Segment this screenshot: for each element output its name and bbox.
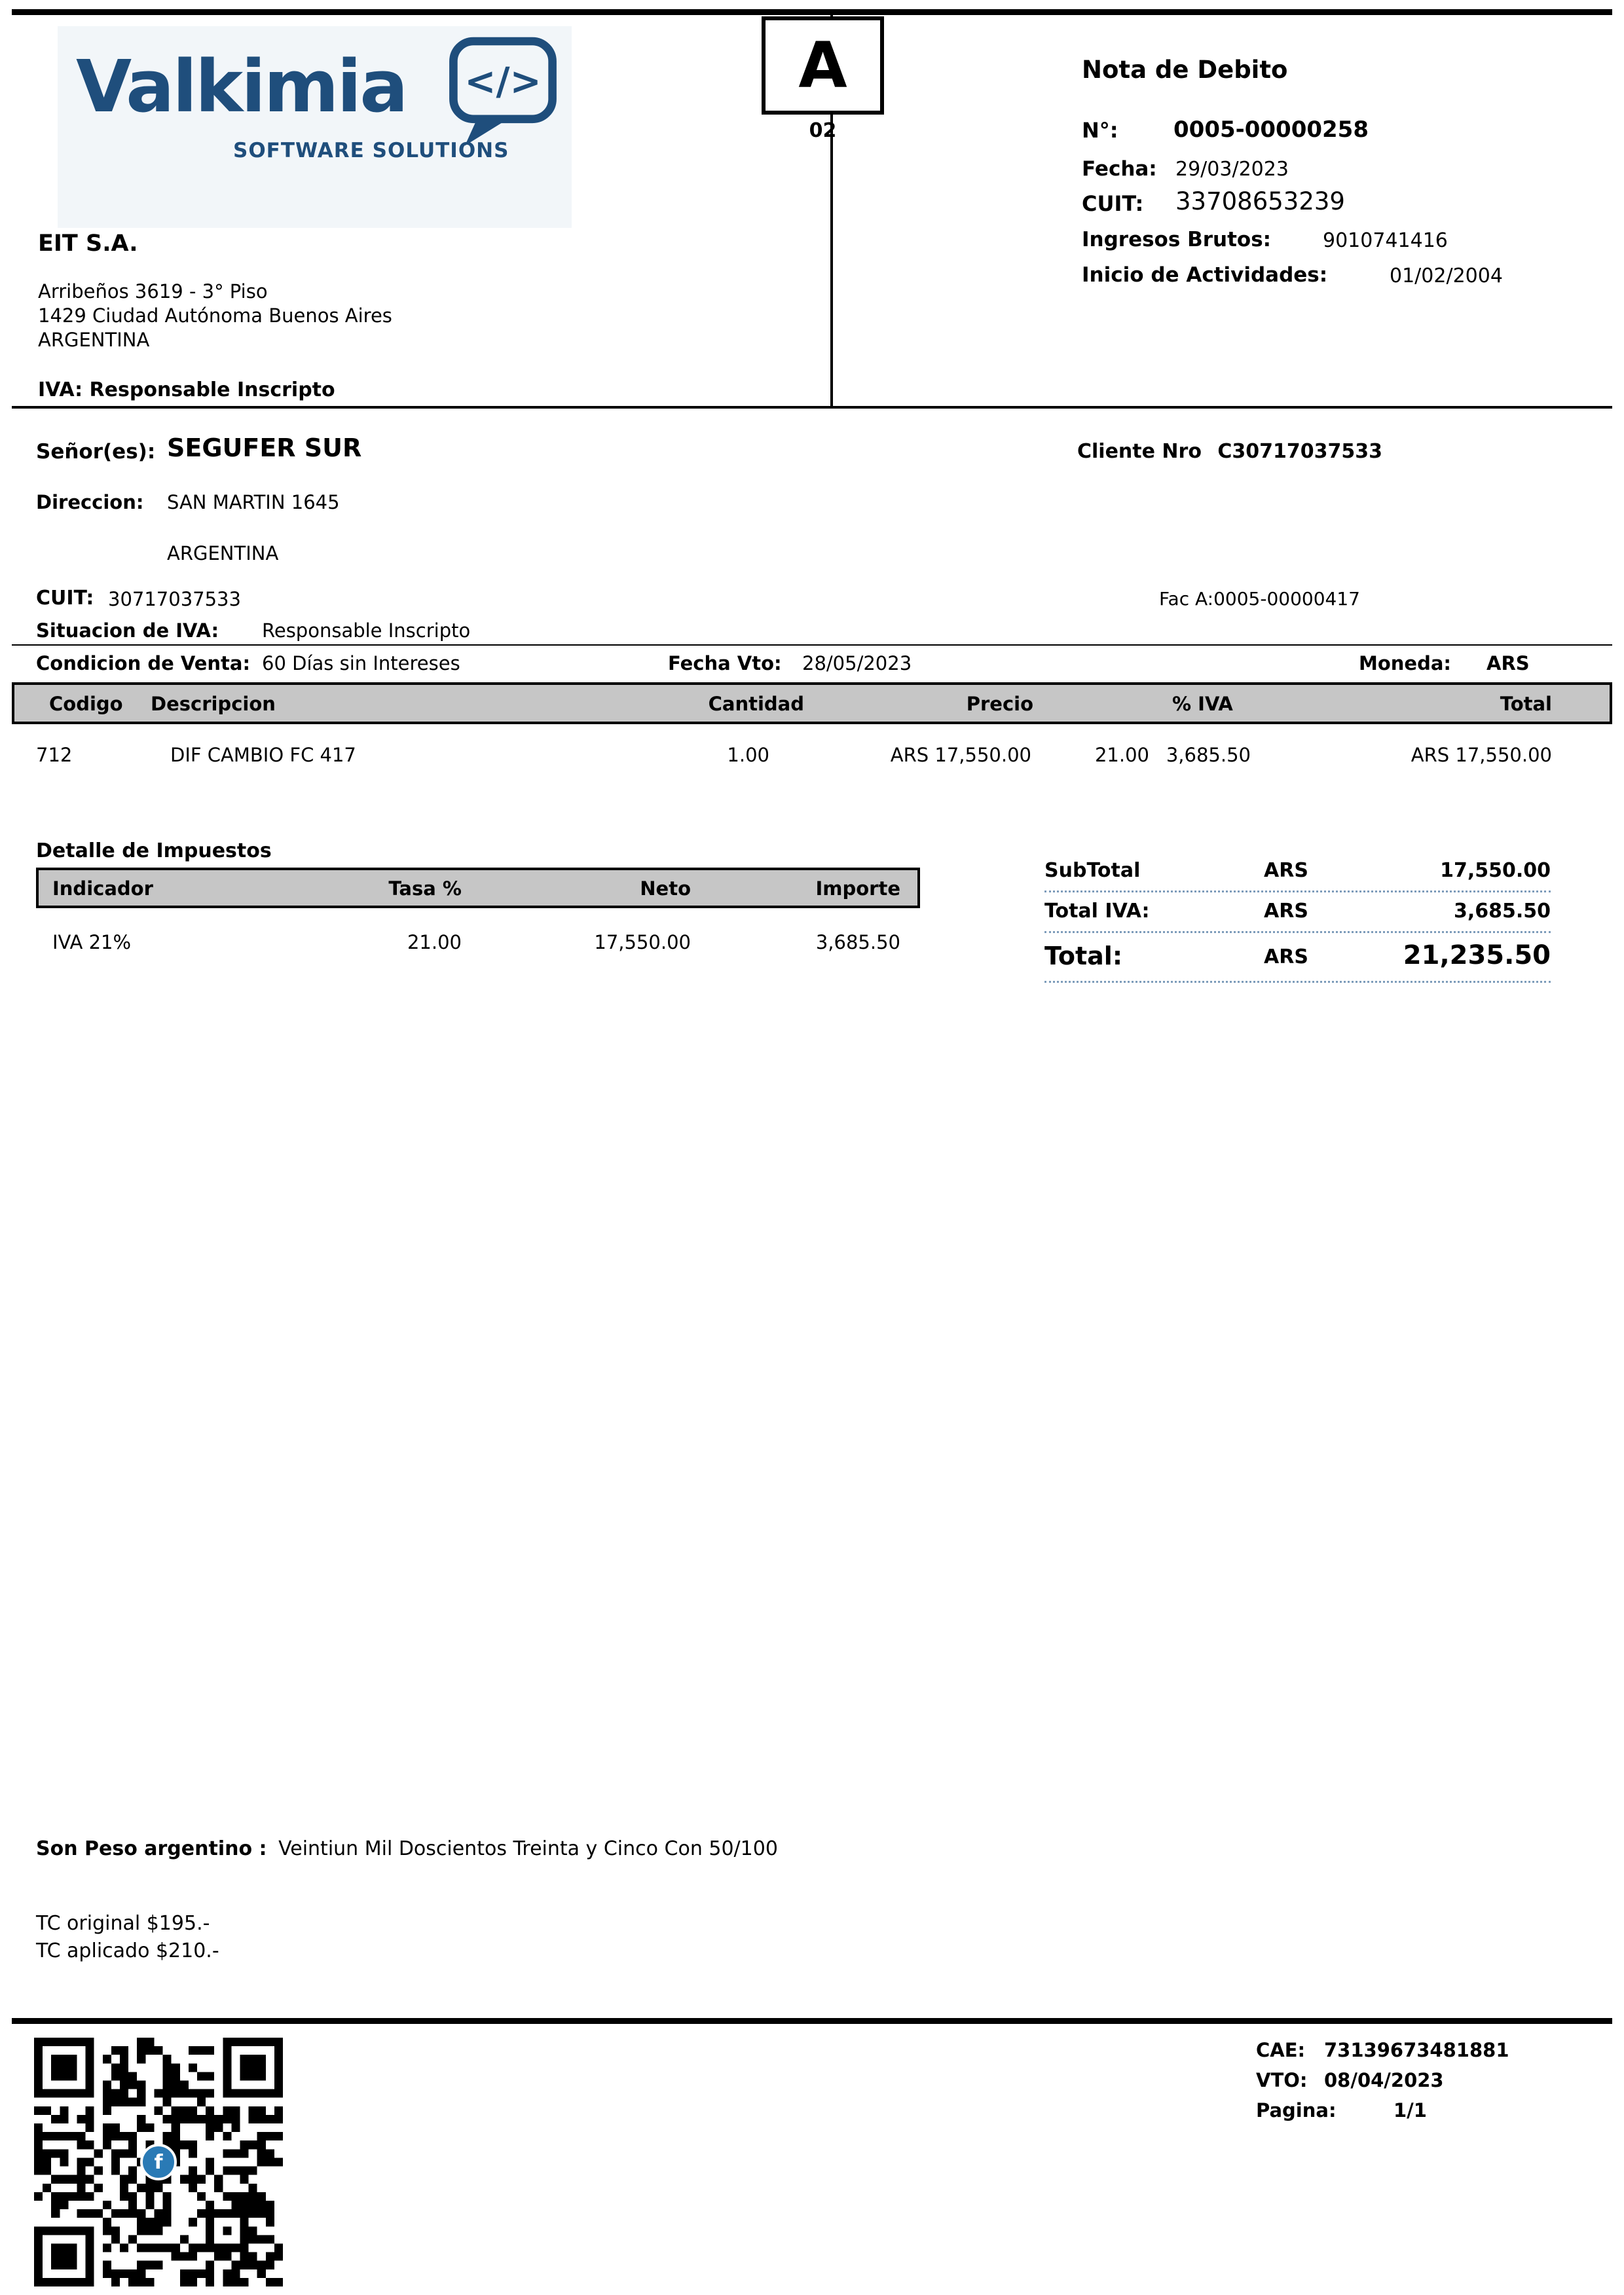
item-cantidad: 1.00 [727,744,769,766]
client-country: ARGENTINA [167,542,279,564]
item-iva-importe: 3,685.50 [1166,744,1251,766]
doc-type-letter-box [762,16,884,115]
amount-in-words-value: Veintiun Mil Doscientos Treinta y Cinco Con 50/100 [278,1837,778,1860]
company-logo [58,26,572,228]
items-table-header [12,682,1612,724]
footer-border-line [12,2018,1612,2024]
pagina-label: Pagina: [1256,2099,1337,2121]
client-cuit-value: 30717037533 [108,588,241,610]
tax-header-importe: Importe [815,877,900,900]
doc-type-code: 02 [809,119,837,142]
issuer-iva-condition: IVA: Responsable Inscripto [38,378,335,401]
invoice-reference: Fac A:0005-00000417 [1159,588,1360,610]
items-header-cantidad: Cantidad [708,693,804,715]
vto-label: VTO: [1256,2069,1308,2091]
tax-header-tasa: Tasa % [388,877,462,900]
item-total: ARS 17,550.00 [1411,744,1552,766]
total-label: Total: [1044,942,1123,970]
item-descripcion: DIF CAMBIO FC 417 [170,744,356,766]
svg-text:</>: </> [464,60,542,103]
client-number-value: C30717037533 [1217,440,1383,463]
doc-number-value: 0005-00000258 [1173,117,1369,143]
qr-center-logo-icon: f [140,2144,177,2180]
client-number [1077,440,1382,463]
subtotal-currency: ARS [1264,859,1308,882]
currency-value: ARS [1486,652,1530,674]
tc-original-note: TC original $195.- [36,1912,210,1935]
brand-subtitle: SOFTWARE SOLUTIONS [233,139,509,162]
issuer-address-line1: Arribeños 3619 - 3° Piso [38,280,268,303]
code-bubble-icon [444,34,562,149]
total-iva-value: 3,685.50 [1453,900,1551,923]
pagina-value: 1/1 [1393,2099,1427,2121]
qr-code-container [34,2038,283,2286]
tax-tasa: 21.00 [407,931,462,953]
tax-header-indicador: Indicador [52,877,153,900]
total-value: 21,235.50 [1403,940,1551,970]
due-date-label: Fecha Vto: [668,652,782,674]
document-title: Nota de Debito [1082,56,1288,84]
sale-condition-value: 60 Días sin Intereses [262,652,460,674]
total-currency: ARS [1264,946,1308,968]
items-header-total: Total [1500,693,1552,715]
item-precio: ARS 17,550.00 [890,744,1031,766]
tax-indicador: IVA 21% [52,931,132,953]
doc-type-letter: A [798,29,847,102]
items-header-iva: % IVA [1172,693,1233,715]
iva-situation-value: Responsable Inscripto [262,619,471,642]
tc-aplicado-note: TC aplicado $210.- [36,1939,219,1962]
items-header-precio: Precio [966,693,1033,715]
issuer-name: EIT S.A. [38,230,138,257]
issuer-cuit-value: 33708653239 [1175,187,1345,215]
top-border-line [12,9,1612,15]
client-name-label: Señor(es): [36,440,156,464]
cae-value: 73139673481881 [1324,2039,1509,2061]
tax-neto: 17,550.00 [594,931,691,953]
client-cuit-label: CUIT: [36,587,94,610]
client-address-value: SAN MARTIN 1645 [167,491,340,513]
amount-in-words [36,1837,778,1860]
issuer-cuit-label: CUIT: [1082,191,1144,216]
gross-income-value: 9010741416 [1323,229,1448,252]
activity-start-label: Inicio de Actividades: [1082,263,1328,287]
subtotal-value: 17,550.00 [1440,859,1551,882]
tax-importe: 3,685.50 [815,931,900,953]
item-codigo: 712 [36,744,73,766]
tax-detail-title: Detalle de Impuestos [36,839,272,862]
items-header-codigo: Codigo [49,693,123,715]
total-iva-currency: ARS [1264,900,1308,923]
sale-condition-label: Condicion de Venta: [36,652,251,674]
amount-in-words-label: Son Peso argentino : [36,1837,267,1860]
client-address-label: Direccion: [36,491,144,513]
gross-income-label: Ingresos Brutos: [1082,228,1272,251]
tax-table-header [36,868,920,908]
brand-name: Valkimia [76,45,407,128]
total-separator [1044,981,1551,983]
vto-value: 08/04/2023 [1324,2069,1444,2091]
doc-date-label: Fecha: [1082,157,1157,181]
item-iva-pct: 21.00 [1094,744,1149,766]
client-name-value: SEGUFER SUR [167,433,362,462]
doc-number-label: N°: [1082,118,1118,143]
activity-start-value: 01/02/2004 [1390,265,1503,287]
sale-condition-divider [12,644,1612,646]
client-number-label: Cliente Nro [1077,440,1202,463]
doc-date-value: 29/03/2023 [1175,158,1289,181]
issuer-address-line3: ARGENTINA [38,329,150,351]
currency-label: Moneda: [1359,652,1452,674]
items-header-descripcion: Descripcion [151,693,276,715]
cae-label: CAE: [1256,2039,1306,2061]
tax-header-neto: Neto [640,877,691,900]
issuer-address-line2: 1429 Ciudad Autónoma Buenos Aires [38,304,392,327]
subtotal-label: SubTotal [1044,859,1141,882]
total-iva-label: Total IVA: [1044,900,1150,923]
total-iva-separator [1044,931,1551,933]
subtotal-separator [1044,890,1551,892]
iva-situation-label: Situacion de IVA: [36,619,219,642]
header-bottom-line [12,406,1612,409]
due-date-value: 28/05/2023 [802,652,912,674]
